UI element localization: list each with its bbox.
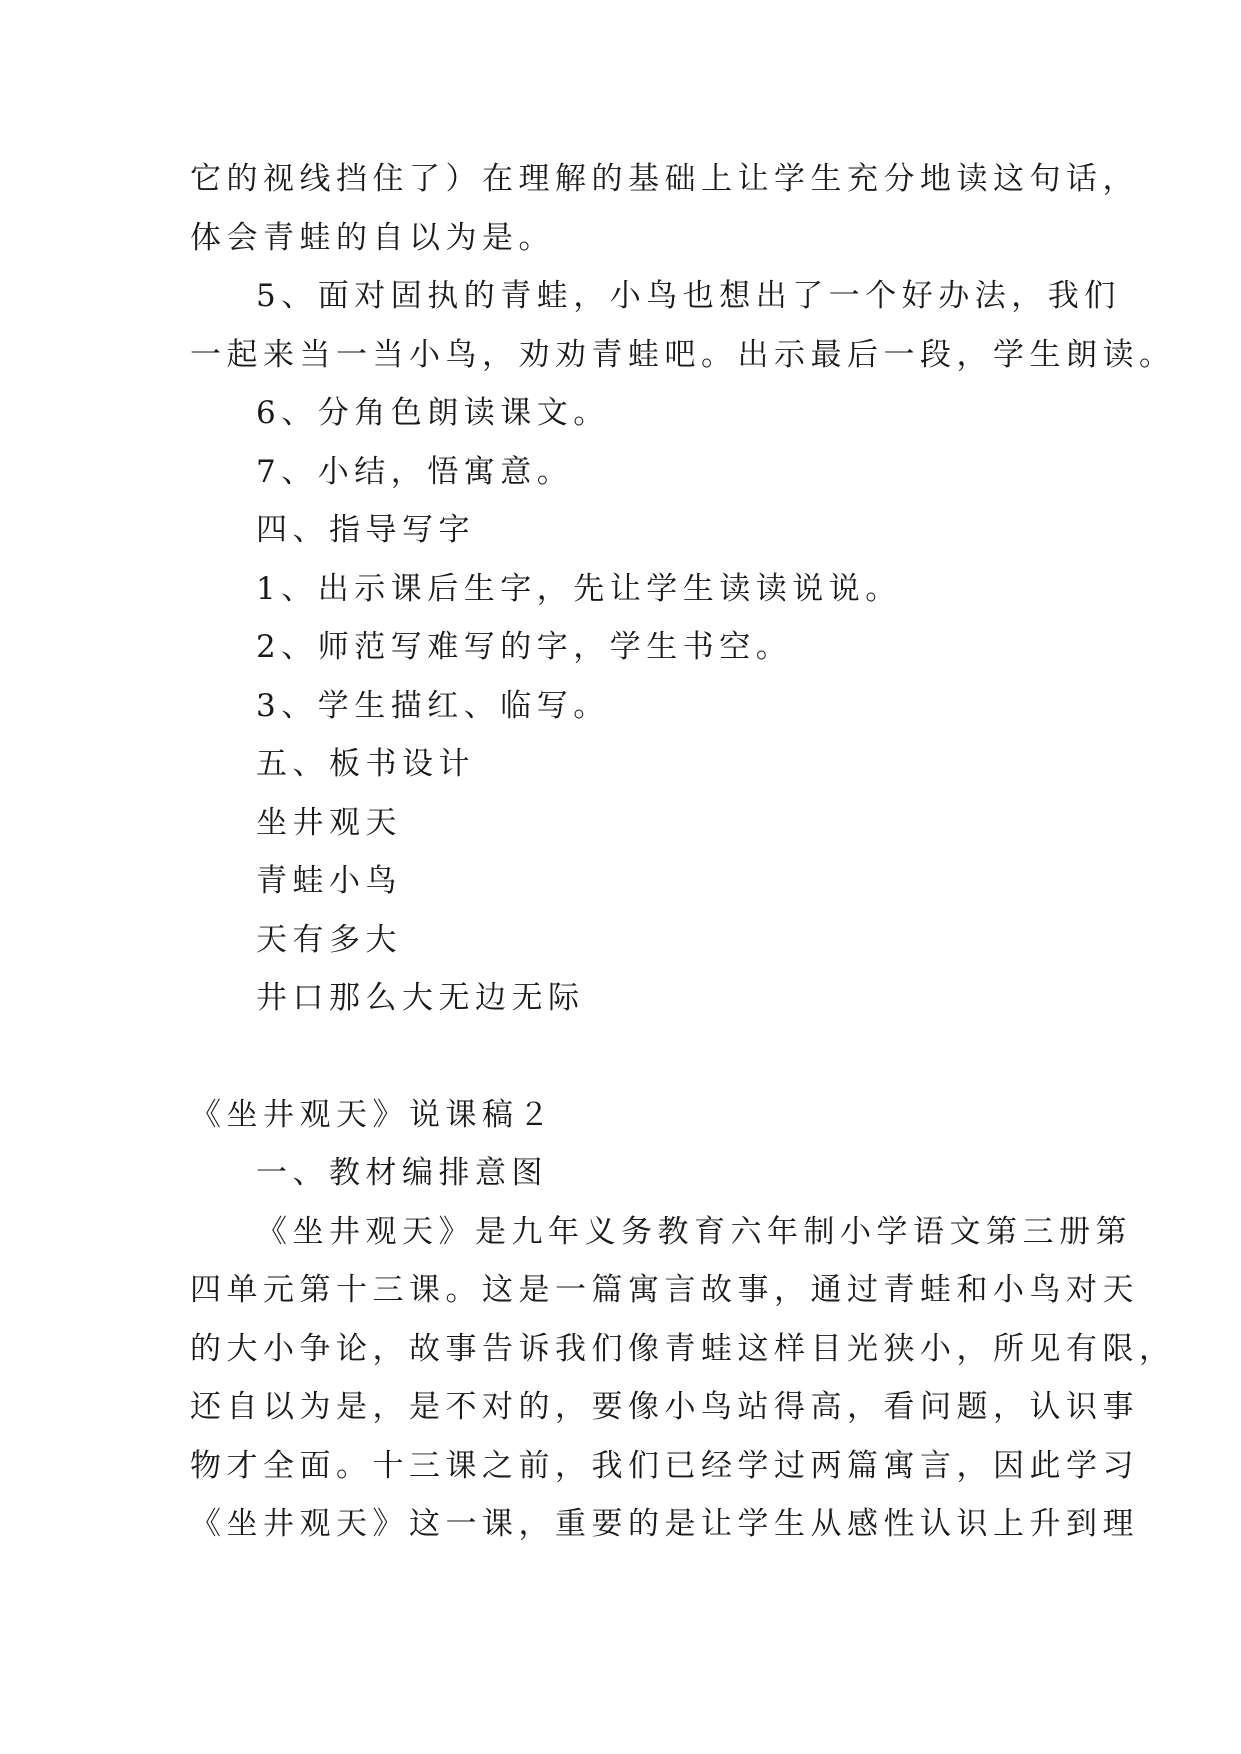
board-line: 天有多大 xyxy=(256,921,402,958)
paragraph-line: 的大小争论，故事告诉我们像青蛙这样目光狭小，所见有限， xyxy=(190,1330,1176,1367)
document-page xyxy=(190,150,1176,1554)
board-line: 井口那么大无边无际 xyxy=(256,980,585,1016)
list-item-5: 5、面对固执的青蛙，小鸟也想出了一个好办法，我们 xyxy=(256,278,1121,314)
blank-gap xyxy=(190,1028,1070,1086)
section-heading-5: 五、板书设计 xyxy=(256,746,475,782)
paragraph-line: 物才全面。十三课之前，我们已经学过两篇寓言，因此学习 xyxy=(190,1447,1139,1484)
body-line: 体会青蛙的自以为是。 xyxy=(190,219,555,256)
list-item-2: 2、师范写难写的字，学生书空。 xyxy=(256,629,793,665)
section-heading-1: 一、教材编排意图 xyxy=(256,1155,548,1191)
list-item-7: 7、小结，悟寓意。 xyxy=(256,453,574,490)
body-line: 一起来当一当小鸟，劝劝青蛙吧。出示最后一段，学生朗读。 xyxy=(190,336,1176,373)
paragraph-line: 《坐井观天》这一课，重要的是让学生从感性认识上升到理 xyxy=(190,1506,1139,1542)
body-line: 它的视线挡住了）在理解的基础上让学生充分地读这句话， xyxy=(190,161,1139,197)
paragraph-line: 还自以为是，是不对的，要像小鸟站得高，看问题，认识事 xyxy=(190,1389,1139,1425)
document-title-2: 《坐井观天》说课稿２ xyxy=(190,1096,555,1133)
list-item-6: 6、分角色朗读课文。 xyxy=(256,395,610,431)
list-item-1: 1、出示课后生字，先让学生读读说说。 xyxy=(256,570,902,607)
section-heading-4: 四、指导写字 xyxy=(256,512,475,548)
board-line: 坐井观天 xyxy=(256,804,402,841)
list-item-3: 3、学生描红、临写。 xyxy=(256,687,610,724)
board-line: 青蛙小鸟 xyxy=(256,863,402,899)
paragraph-line: 《坐井观天》是九年义务教育六年制小学语文第三册第 xyxy=(256,1213,1132,1250)
paragraph-line: 四单元第十三课。这是一篇寓言故事，通过青蛙和小鸟对天 xyxy=(190,1272,1139,1308)
